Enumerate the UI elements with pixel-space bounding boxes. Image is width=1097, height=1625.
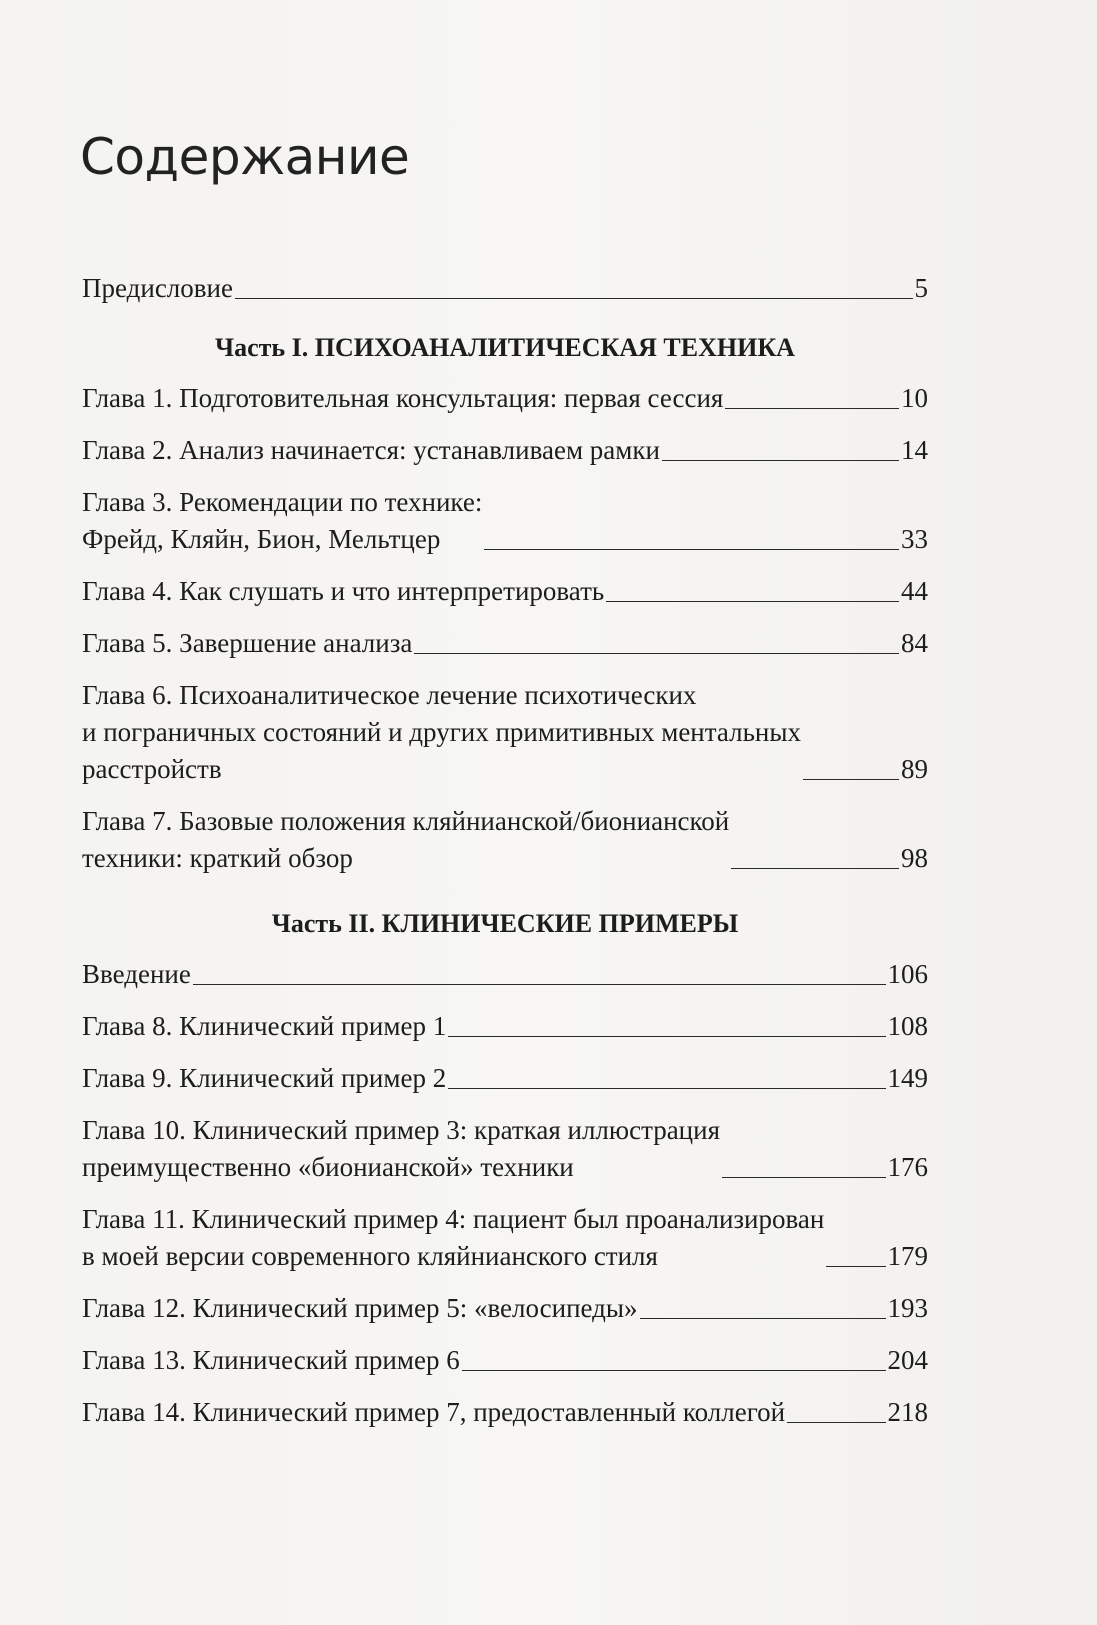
toc-entry-page: 89 [901, 754, 928, 784]
toc-entry-introduction [82, 956, 928, 993]
toc-entry-chapter-1 [82, 380, 928, 417]
toc-entry-chapter-9 [82, 1060, 928, 1097]
toc-entry-label: Глава 13. Клинический пример 6 [82, 1345, 460, 1375]
toc-entry-page: 10 [901, 383, 928, 413]
dot-leader [414, 653, 899, 654]
toc-entry-page: 176 [887, 1152, 928, 1182]
toc-entry-chapter-13 [82, 1342, 928, 1379]
dot-leader [448, 1036, 885, 1037]
toc-entry-page: 84 [901, 628, 928, 658]
toc-entry-page: 14 [901, 435, 928, 465]
toc-entry-label: Глава 11. Клинический пример 4: пациент был проанализирован в моей версии современного кляйнианского стиля [82, 1204, 825, 1271]
toc-entry-page: 179 [887, 1241, 928, 1271]
toc-entry-page: 5 [914, 273, 928, 303]
toc-entry-label: Введение [82, 959, 191, 989]
toc-entry-chapter-2 [82, 432, 928, 469]
toc-entry-label: Глава 14. Клинический пример 7, предоставленный коллегой [82, 1397, 786, 1427]
toc-entry-page: 33 [901, 524, 928, 554]
dot-leader [640, 1318, 886, 1319]
dot-leader [725, 408, 899, 409]
toc-entry-chapter-3 [82, 484, 928, 558]
toc-entry-chapter-10 [82, 1112, 928, 1186]
dot-leader [448, 1088, 885, 1089]
toc-entry-page: 204 [887, 1345, 928, 1375]
toc-entry-page: 193 [887, 1293, 928, 1323]
toc-entry-label: Глава 1. Подготовительная консультация: первая сессия [82, 383, 724, 413]
toc-entry-chapter-14 [82, 1394, 928, 1431]
toc-entry-label: Глава 6. Психоаналитическое лечение психотических и пограничных состояний и других примитивных ментальных расстройств [82, 680, 801, 784]
table-of-contents [82, 270, 928, 1446]
toc-entry-label: Глава 2. Анализ начинается: устанавливаем рамки [82, 435, 660, 465]
toc-entry-label: Глава 3. Рекомендации по технике: Фрейд, Кляйн, Бион, Мельтцер [82, 487, 483, 554]
toc-entry-chapter-6 [82, 677, 928, 788]
dot-leader [731, 868, 899, 869]
dot-leader [235, 298, 913, 299]
part-heading-2: Часть II. КЛИНИЧЕСКИЕ ПРИМЕРЫ [271, 909, 739, 938]
toc-entry-label: Глава 12. Клинический пример 5: «велосипеды» [82, 1293, 638, 1323]
dot-leader [787, 1422, 885, 1423]
dot-leader [462, 1370, 886, 1371]
toc-entry-label: Глава 8. Клинический пример 1 [82, 1011, 447, 1041]
toc-entry-page: 108 [887, 1011, 928, 1041]
toc-entry-page: 106 [887, 959, 928, 989]
toc-entry-chapter-5 [82, 625, 928, 662]
toc-entry-page: 98 [901, 843, 928, 873]
toc-entry-label: Глава 5. Завершение анализа [82, 628, 413, 658]
toc-entry-chapter-4 [82, 573, 928, 610]
toc-entry-chapter-7 [82, 803, 928, 877]
toc-entry-page: 149 [887, 1063, 928, 1093]
toc-entry-chapter-8 [82, 1008, 928, 1045]
dot-leader [803, 779, 899, 780]
toc-entry-chapter-12 [82, 1290, 928, 1327]
toc-entry-preface [82, 270, 928, 307]
dot-leader [606, 601, 899, 602]
toc-entry-label: Глава 4. Как слушать и что интерпретировать [82, 576, 605, 606]
toc-entry-label: Глава 9. Клинический пример 2 [82, 1063, 447, 1093]
dot-leader [826, 1266, 885, 1267]
page-title: Содержание [80, 128, 410, 186]
dot-leader [193, 984, 886, 985]
part-heading-1: Часть I. ПСИХОАНАЛИТИЧЕСКАЯ ТЕХНИКА [215, 333, 795, 362]
toc-entry-label: Глава 7. Базовые положения кляйнианской/бионианской техники: краткий обзор [82, 806, 730, 873]
dot-leader [484, 549, 899, 550]
toc-entry-page: 44 [901, 576, 928, 606]
toc-entry-chapter-11 [82, 1201, 928, 1275]
toc-entry-page: 218 [887, 1397, 928, 1427]
dot-leader [722, 1177, 886, 1178]
dot-leader [662, 460, 899, 461]
toc-entry-label: Глава 10. Клинический пример 3: краткая иллюстрация преимущественно «бионианской» техники [82, 1115, 720, 1182]
toc-entry-label: Предисловие [82, 273, 233, 303]
